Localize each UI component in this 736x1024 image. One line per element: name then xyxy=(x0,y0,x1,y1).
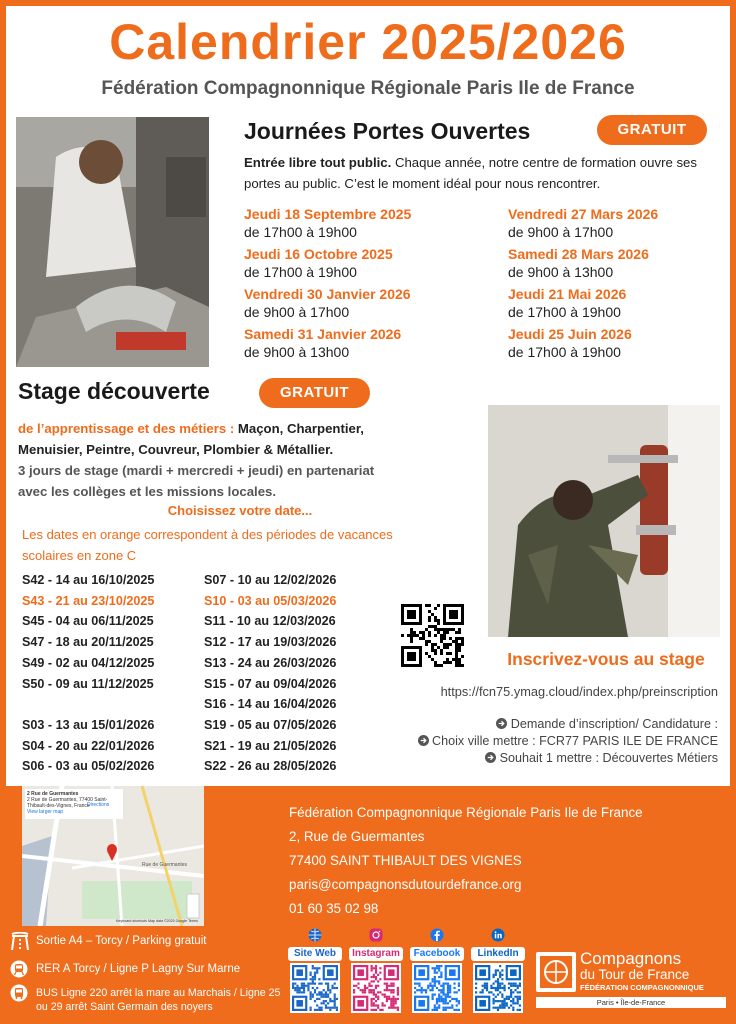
contact-org: Fédération Compagnonnique Régionale Paris Ile de France xyxy=(289,805,643,820)
open-day-date: Vendredi 30 Janvier 2026 xyxy=(244,286,411,302)
contact-street: 2, Rue de Guermantes xyxy=(289,829,425,844)
inscription-link[interactable]: https://fcn75.ymag.cloud/index.php/preinscription xyxy=(440,684,718,699)
session-date[interactable]: S49 - 02 au 04/12/2025 xyxy=(22,655,155,670)
open-day-date: Samedi 31 Janvier 2026 xyxy=(244,326,402,342)
stage-line-4: avec les collèges et les missions locales. xyxy=(18,484,277,499)
logo-emblem xyxy=(536,952,576,992)
social-label-3[interactable]: LinkedIn xyxy=(471,947,525,961)
session-date[interactable]: S22 - 26 au 28/05/2026 xyxy=(204,759,337,774)
inscription-step-text: Souhait 1 mettre : Découvertes Métiers xyxy=(499,751,718,765)
intro-rest: Chaque année, notre centre de formation ouvre ses portes au public. C’est le moment idéal pour nous rencontrer. xyxy=(244,155,697,191)
stage-line-1 xyxy=(18,418,478,439)
open-day-time: de 17h00 à 19h00 xyxy=(244,264,357,280)
inscription-step xyxy=(360,750,718,767)
intro-bold: Entrée libre tout public. xyxy=(244,155,392,170)
stage-free-badge: GRATUIT xyxy=(259,378,370,408)
access-text: BUS Ligne 220 arrêt la mare au Marchais / Ligne 25 ou 29 arrêt Saint Germain des noyers xyxy=(36,987,281,1013)
session-date[interactable]: S13 - 24 au 26/03/2026 xyxy=(204,655,337,670)
stage-line-1-dark: Maçon, Charpentier, xyxy=(237,421,364,436)
session-date[interactable] xyxy=(22,694,202,715)
social-qr-code[interactable] xyxy=(351,963,401,1013)
map-street-label: Rue de Guermantes xyxy=(142,862,188,868)
social-qr-code[interactable] xyxy=(412,963,462,1013)
inscription-steps xyxy=(360,716,718,767)
open-day-time: de 17h00 à 19h00 xyxy=(508,304,621,320)
open-day-time: de 9h00 à 13h00 xyxy=(244,344,350,360)
contact-email[interactable]: paris@compagnonsdutourdefrance.org xyxy=(289,877,522,892)
sessions-col-2 xyxy=(204,570,384,777)
stage-heading: Stage découverte xyxy=(18,378,210,404)
choose-date-label: Choisissez votre date... xyxy=(167,503,313,518)
arrow-circle-icon xyxy=(418,734,433,748)
globe-icon[interactable] xyxy=(308,928,322,947)
open-day-time: de 17h00 à 19h00 xyxy=(508,344,621,360)
stage-line-2: Menuisier, Peintre, Couvreur, Plombier & Métallier. xyxy=(18,442,334,457)
session-date[interactable]: S43 - 21 au 23/10/2025 xyxy=(22,593,155,608)
inscription-qr-code[interactable] xyxy=(401,604,464,667)
social-label-0[interactable]: Site Web xyxy=(288,947,342,961)
inscription-title: Inscrivez-vous au stage xyxy=(507,649,705,669)
open-day-date: Vendredi 27 Mars 2026 xyxy=(508,206,659,222)
social-label-2[interactable]: Facebook xyxy=(410,947,464,961)
open-day-time: de 17h00 à 19h00 xyxy=(244,224,357,240)
location-map[interactable] xyxy=(22,786,204,926)
open-days-intro xyxy=(244,152,724,194)
inscription-step xyxy=(360,733,718,750)
map-credits: Keyboard shortcuts Map data ©2025 Google Terms xyxy=(116,919,198,923)
logo-line-4: Paris • Île-de-France xyxy=(536,997,726,1008)
open-day-date: Jeudi 25 Juin 2026 xyxy=(508,326,632,342)
session-date[interactable]: S16 - 14 au 16/04/2026 xyxy=(204,697,337,712)
social-links xyxy=(288,928,528,1018)
compagnons-logo xyxy=(536,950,726,1020)
access-text: Sortie A4 – Torcy / Parking gratuit xyxy=(36,935,207,947)
inscription-step-text: Demande d’inscription/ Candidature : xyxy=(510,717,718,731)
page-subtitle: Fédération Compagnonnique Régionale Paris Ile de France xyxy=(101,78,635,99)
session-date[interactable]: S45 - 04 au 06/11/2025 xyxy=(22,614,154,629)
stage-line-1-orange: de l’apprentissage et des métiers : xyxy=(18,421,238,436)
session-date[interactable]: S06 - 03 au 05/02/2026 xyxy=(22,759,155,774)
contact-city: 77400 SAINT THIBAULT DES VIGNES xyxy=(289,853,522,868)
holiday-note-1: Les dates en orange correspondent à des périodes de vacances xyxy=(22,527,393,542)
session-date[interactable]: S19 - 05 au 07/05/2026 xyxy=(204,717,337,732)
session-date[interactable]: S07 - 10 au 12/02/2026 xyxy=(204,573,337,587)
open-day-time: de 9h00 à 17h00 xyxy=(244,304,350,320)
arrow-circle-icon xyxy=(485,751,500,765)
map-directions[interactable]: Directions xyxy=(87,802,110,808)
highway-icon xyxy=(10,932,30,955)
map-place-name: 2 Rue de Guermantes xyxy=(27,791,79,797)
train-icon xyxy=(10,960,28,983)
inscription-step xyxy=(360,716,718,733)
open-days-heading: Journées Portes Ouvertes xyxy=(244,118,531,144)
bus-icon xyxy=(10,984,28,1007)
map-place-address: 2 Rue de Guermantes, 77400 Saint-Thibault-des-Vignes, France xyxy=(27,797,108,809)
session-date[interactable]: S10 - 03 au 05/03/2026 xyxy=(204,593,337,608)
linkedin-icon[interactable] xyxy=(491,928,505,947)
session-date[interactable]: S42 - 14 au 16/10/2025 xyxy=(22,573,155,587)
plumbing-photo xyxy=(488,405,720,637)
stage-line-3: 3 jours de stage (mardi + mercredi + jeudi) en partenariat xyxy=(18,463,375,478)
session-date[interactable]: S04 - 20 au 22/01/2026 xyxy=(22,738,155,753)
open-day-date: Jeudi 18 Septembre 2025 xyxy=(244,206,412,222)
session-date[interactable]: S11 - 10 au 12/03/2026 xyxy=(204,614,336,629)
holiday-note-2: scolaires en zone C xyxy=(22,548,137,563)
logo-line-3: FÉDÉRATION COMPAGNONNIQUE xyxy=(580,983,704,992)
social-qr-code[interactable] xyxy=(473,963,523,1013)
session-date[interactable]: S12 - 17 au 19/03/2026 xyxy=(204,635,337,650)
facebook-icon[interactable] xyxy=(430,928,444,947)
logo-line-2: du Tour de France xyxy=(580,967,690,982)
social-label-1[interactable]: Instagram xyxy=(349,947,403,961)
session-date[interactable]: S03 - 13 au 15/01/2026 xyxy=(22,717,155,732)
open-day-time: de 9h00 à 17h00 xyxy=(508,224,614,240)
contact-phone[interactable]: 01 60 35 02 98 xyxy=(289,901,379,916)
open-days-right-list xyxy=(508,205,728,365)
open-days-left-list xyxy=(244,205,494,365)
open-day-date: Jeudi 21 Mai 2026 xyxy=(508,286,627,302)
arrow-circle-icon xyxy=(496,717,511,731)
open-day-date: Jeudi 16 Octobre 2025 xyxy=(244,246,393,262)
session-date[interactable]: S21 - 19 au 21/05/2026 xyxy=(204,738,337,753)
contact-block xyxy=(289,801,729,921)
instagram-icon[interactable] xyxy=(369,928,383,947)
holiday-note xyxy=(22,524,482,566)
inscription-step-text: Choix ville mettre : FCR77 PARIS ILE DE FRANCE xyxy=(432,734,718,748)
session-date[interactable]: S50 - 09 au 11/12/2025 xyxy=(22,676,154,691)
map-larger-link[interactable]: View larger map xyxy=(27,809,64,815)
social-qr-code[interactable] xyxy=(290,963,340,1013)
sessions-col-1 xyxy=(22,570,202,777)
open-days-free-badge: GRATUIT xyxy=(597,115,707,145)
logo-line-1: Compagnons xyxy=(580,949,682,968)
session-date[interactable]: S15 - 07 au 09/04/2026 xyxy=(204,676,337,691)
stage-description xyxy=(18,418,478,502)
page-title: Calendrier 2025/2026 xyxy=(109,14,627,70)
workshop-photo xyxy=(16,117,209,367)
access-text: RER A Torcy / Ligne P Lagny Sur Marne xyxy=(36,963,241,975)
open-day-time: de 9h00 à 13h00 xyxy=(508,264,614,280)
session-date[interactable]: S47 - 18 au 20/11/2025 xyxy=(22,635,154,650)
open-day-date: Samedi 28 Mars 2026 xyxy=(508,246,649,262)
